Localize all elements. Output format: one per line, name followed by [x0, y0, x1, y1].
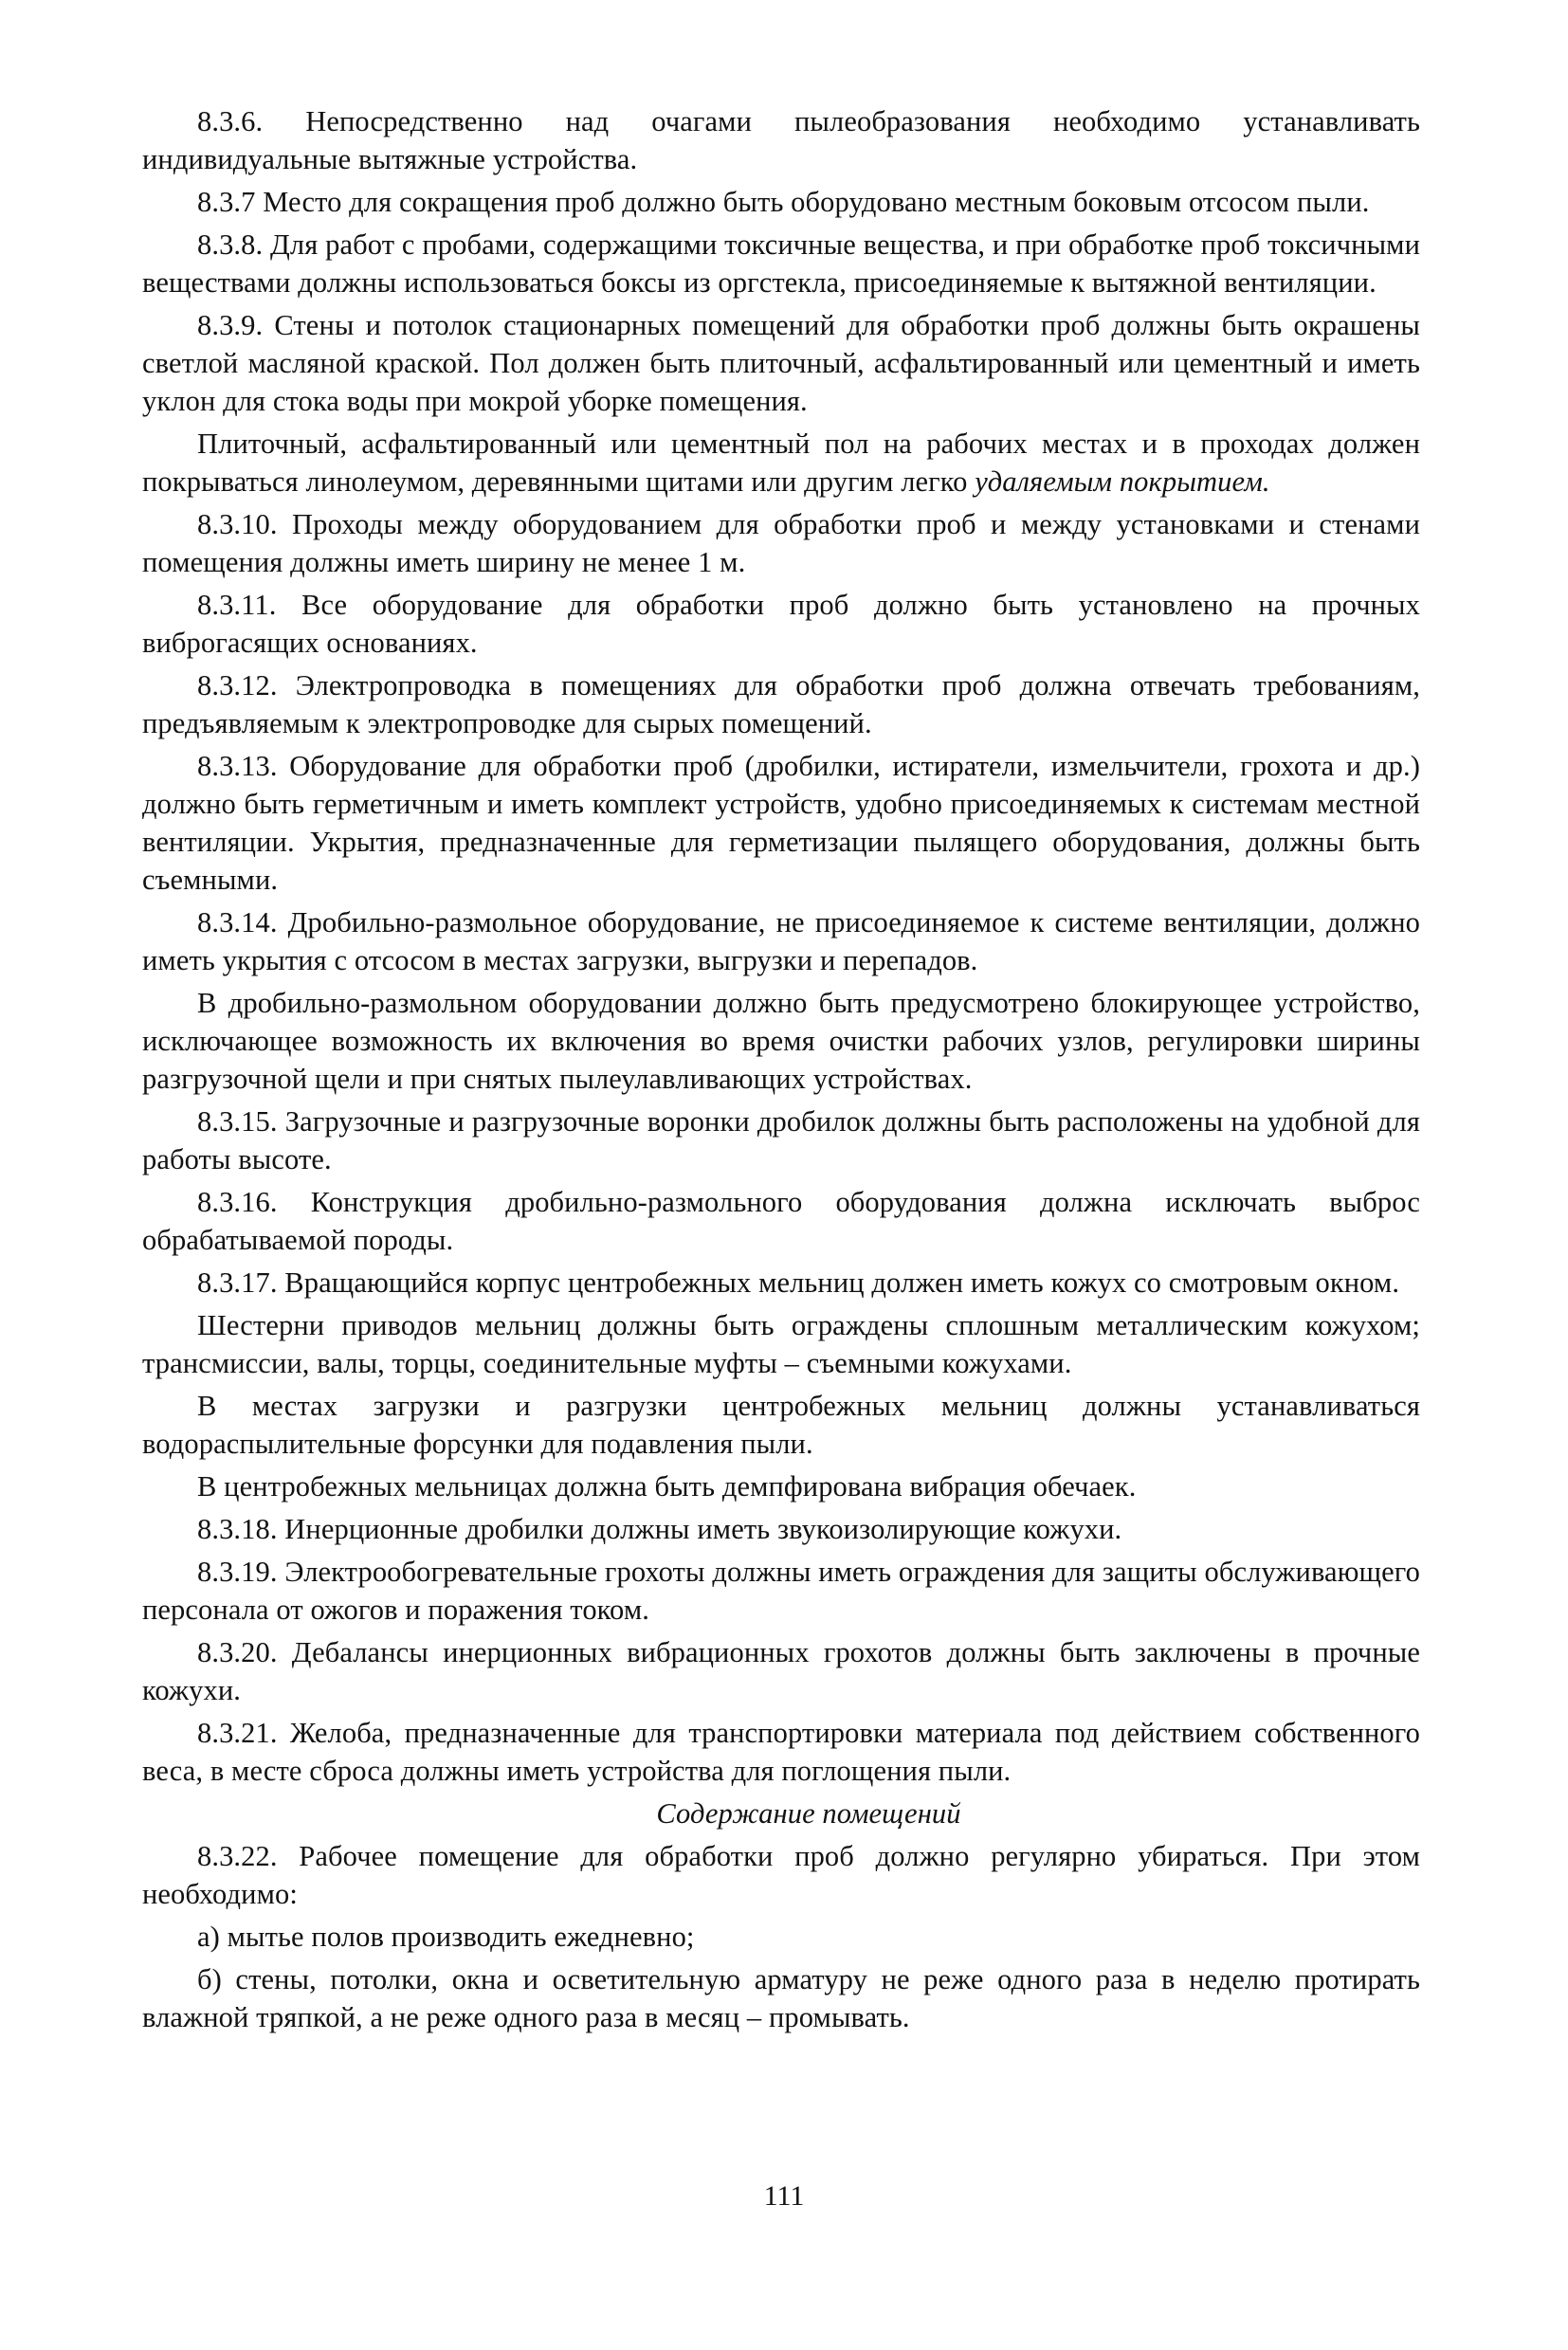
paragraph-8-3-17: 8.3.17. Вращающийся корпус центробежных мельниц должен иметь кожух со смотровым окном. — [197, 1266, 1400, 1299]
paragraph-8-3-7: 8.3.7 Место для сокращения проб должно быть оборудовано местным боковым отсосом пыли. — [197, 186, 1370, 218]
paragraph-8-3-12: 8.3.12. Электропроводка в помещениях для обработки проб должна отвечать требованиям, предъявляемым к электропроводке для сырых помещений. — [142, 669, 1420, 739]
paragraph-floor-covering — [142, 425, 1420, 501]
paragraph-floor-text: Плиточный, асфальтированный или цементный пол на рабочих местах и в проходах должен покрываться линолеумом, деревянными щитами или другим легко — [142, 428, 1420, 498]
section-heading: Содержание помещений — [656, 1797, 961, 1830]
paragraph-gear-casings: Шестерни приводов мельниц должны быть ограждены сплошным металлическим кожухом; трансмиссии, валы, торцы, соединительные муфты – съемными кожухами. — [142, 1309, 1420, 1379]
paragraph-8-3-18: 8.3.18. Инерционные дробилки должны иметь звукоизолирующие кожухи. — [197, 1513, 1122, 1545]
paragraph-8-3-21: 8.3.21. Желоба, предназначенные для транспортировки материала под действием собственного веса, в месте сброса должны иметь устройства для поглощения пыли. — [142, 1717, 1420, 1787]
page-body — [142, 102, 1420, 2041]
paragraph-8-3-8: 8.3.8. Для работ с пробами, содержащими токсичные вещества, и при обработке проб токсичными веществами должны использоваться боксы из оргстекла, присоединяемые к вытяжной вентиляции. — [142, 228, 1420, 299]
paragraph-8-3-6: 8.3.6. Непосредственно над очагами пылеобразования необходимо устанавливать индивидуальные вытяжные устройства. — [142, 105, 1420, 175]
paragraph-8-3-16: 8.3.16. Конструкция дробильно-размольного оборудования должна исключать выброс обрабатываемой породы. — [142, 1186, 1420, 1256]
list-item-b: б) стены, потолки, окна и осветительную арматуру не реже одного раза в неделю протирать влажной тряпкой, а не реже одного раза в месяц – промывать. — [142, 1963, 1420, 2033]
paragraph-8-3-10: 8.3.10. Проходы между оборудованием для обработки проб и между установками и стенами помещения должны иметь ширину не менее 1 м. — [142, 508, 1420, 578]
paragraph-8-3-22: 8.3.22. Рабочее помещение для обработки проб должно регулярно убираться. При этом необходимо: — [142, 1840, 1420, 1910]
paragraph-8-3-19: 8.3.19. Электрообогревательные грохоты должны иметь ограждения для защиты обслуживающего персонала от ожогов и поражения током. — [142, 1556, 1420, 1626]
list-item-a: а) мытье полов производить ежедневно; — [197, 1921, 695, 1953]
paragraph-8-3-20: 8.3.20. Дебалансы инерционных вибрационных грохотов должны быть заключены в прочные кожухи. — [142, 1636, 1420, 1706]
paragraph-spray-nozzles: В местах загрузки и разгрузки центробежных мельниц должны устанавливаться водораспылительные форсунки для подавления пыли. — [142, 1390, 1420, 1460]
paragraph-8-3-15: 8.3.15. Загрузочные и разгрузочные воронки дробилок должны быть расположены на удобной для работы высоте. — [142, 1105, 1420, 1175]
page-number: 111 — [763, 2180, 805, 2212]
paragraph-8-3-9: 8.3.9. Стены и потолок стационарных помещений для обработки проб должны быть окрашены светлой масляной краской. Пол должен быть плиточный, асфальтированный или цементный и иметь уклон для стока воды при мокрой уборке помещения. — [142, 309, 1420, 417]
paragraph-8-3-13: 8.3.13. Оборудование для обработки проб (дробилки, истиратели, измельчители, грохота и др.) должно быть герметичным и иметь комплект устройств, удобно присоединяемых к системам местной вентиляции. Укрытия, предназначенные для герметизации пылящего оборудования, должны быть съемными. — [142, 750, 1420, 896]
paragraph-8-3-11: 8.3.11. Все оборудование для обработки проб должно быть установлено на прочных виброгасящих основаниях. — [142, 589, 1420, 659]
paragraph-floor-italic: удаляемым покрытием. — [975, 465, 1270, 498]
paragraph-blocking-device: В дробильно-размольном оборудовании должно быть предусмотрено блокирующее устройство, исключающее возможность их включения во время очистки рабочих узлов, регулировки ширины разгрузочной щели и при снятых пылеулавливающих устройствах. — [142, 987, 1420, 1095]
paragraph-8-3-14: 8.3.14. Дробильно-размольное оборудование, не присоединяемое к системе вентиляции, должно иметь укрытия с отсосом в местах загрузки, выгрузки и перепадов. — [142, 906, 1420, 976]
paragraph-vibration-damping: В центробежных мельницах должна быть демпфирована вибрация обечаек. — [197, 1470, 1137, 1503]
